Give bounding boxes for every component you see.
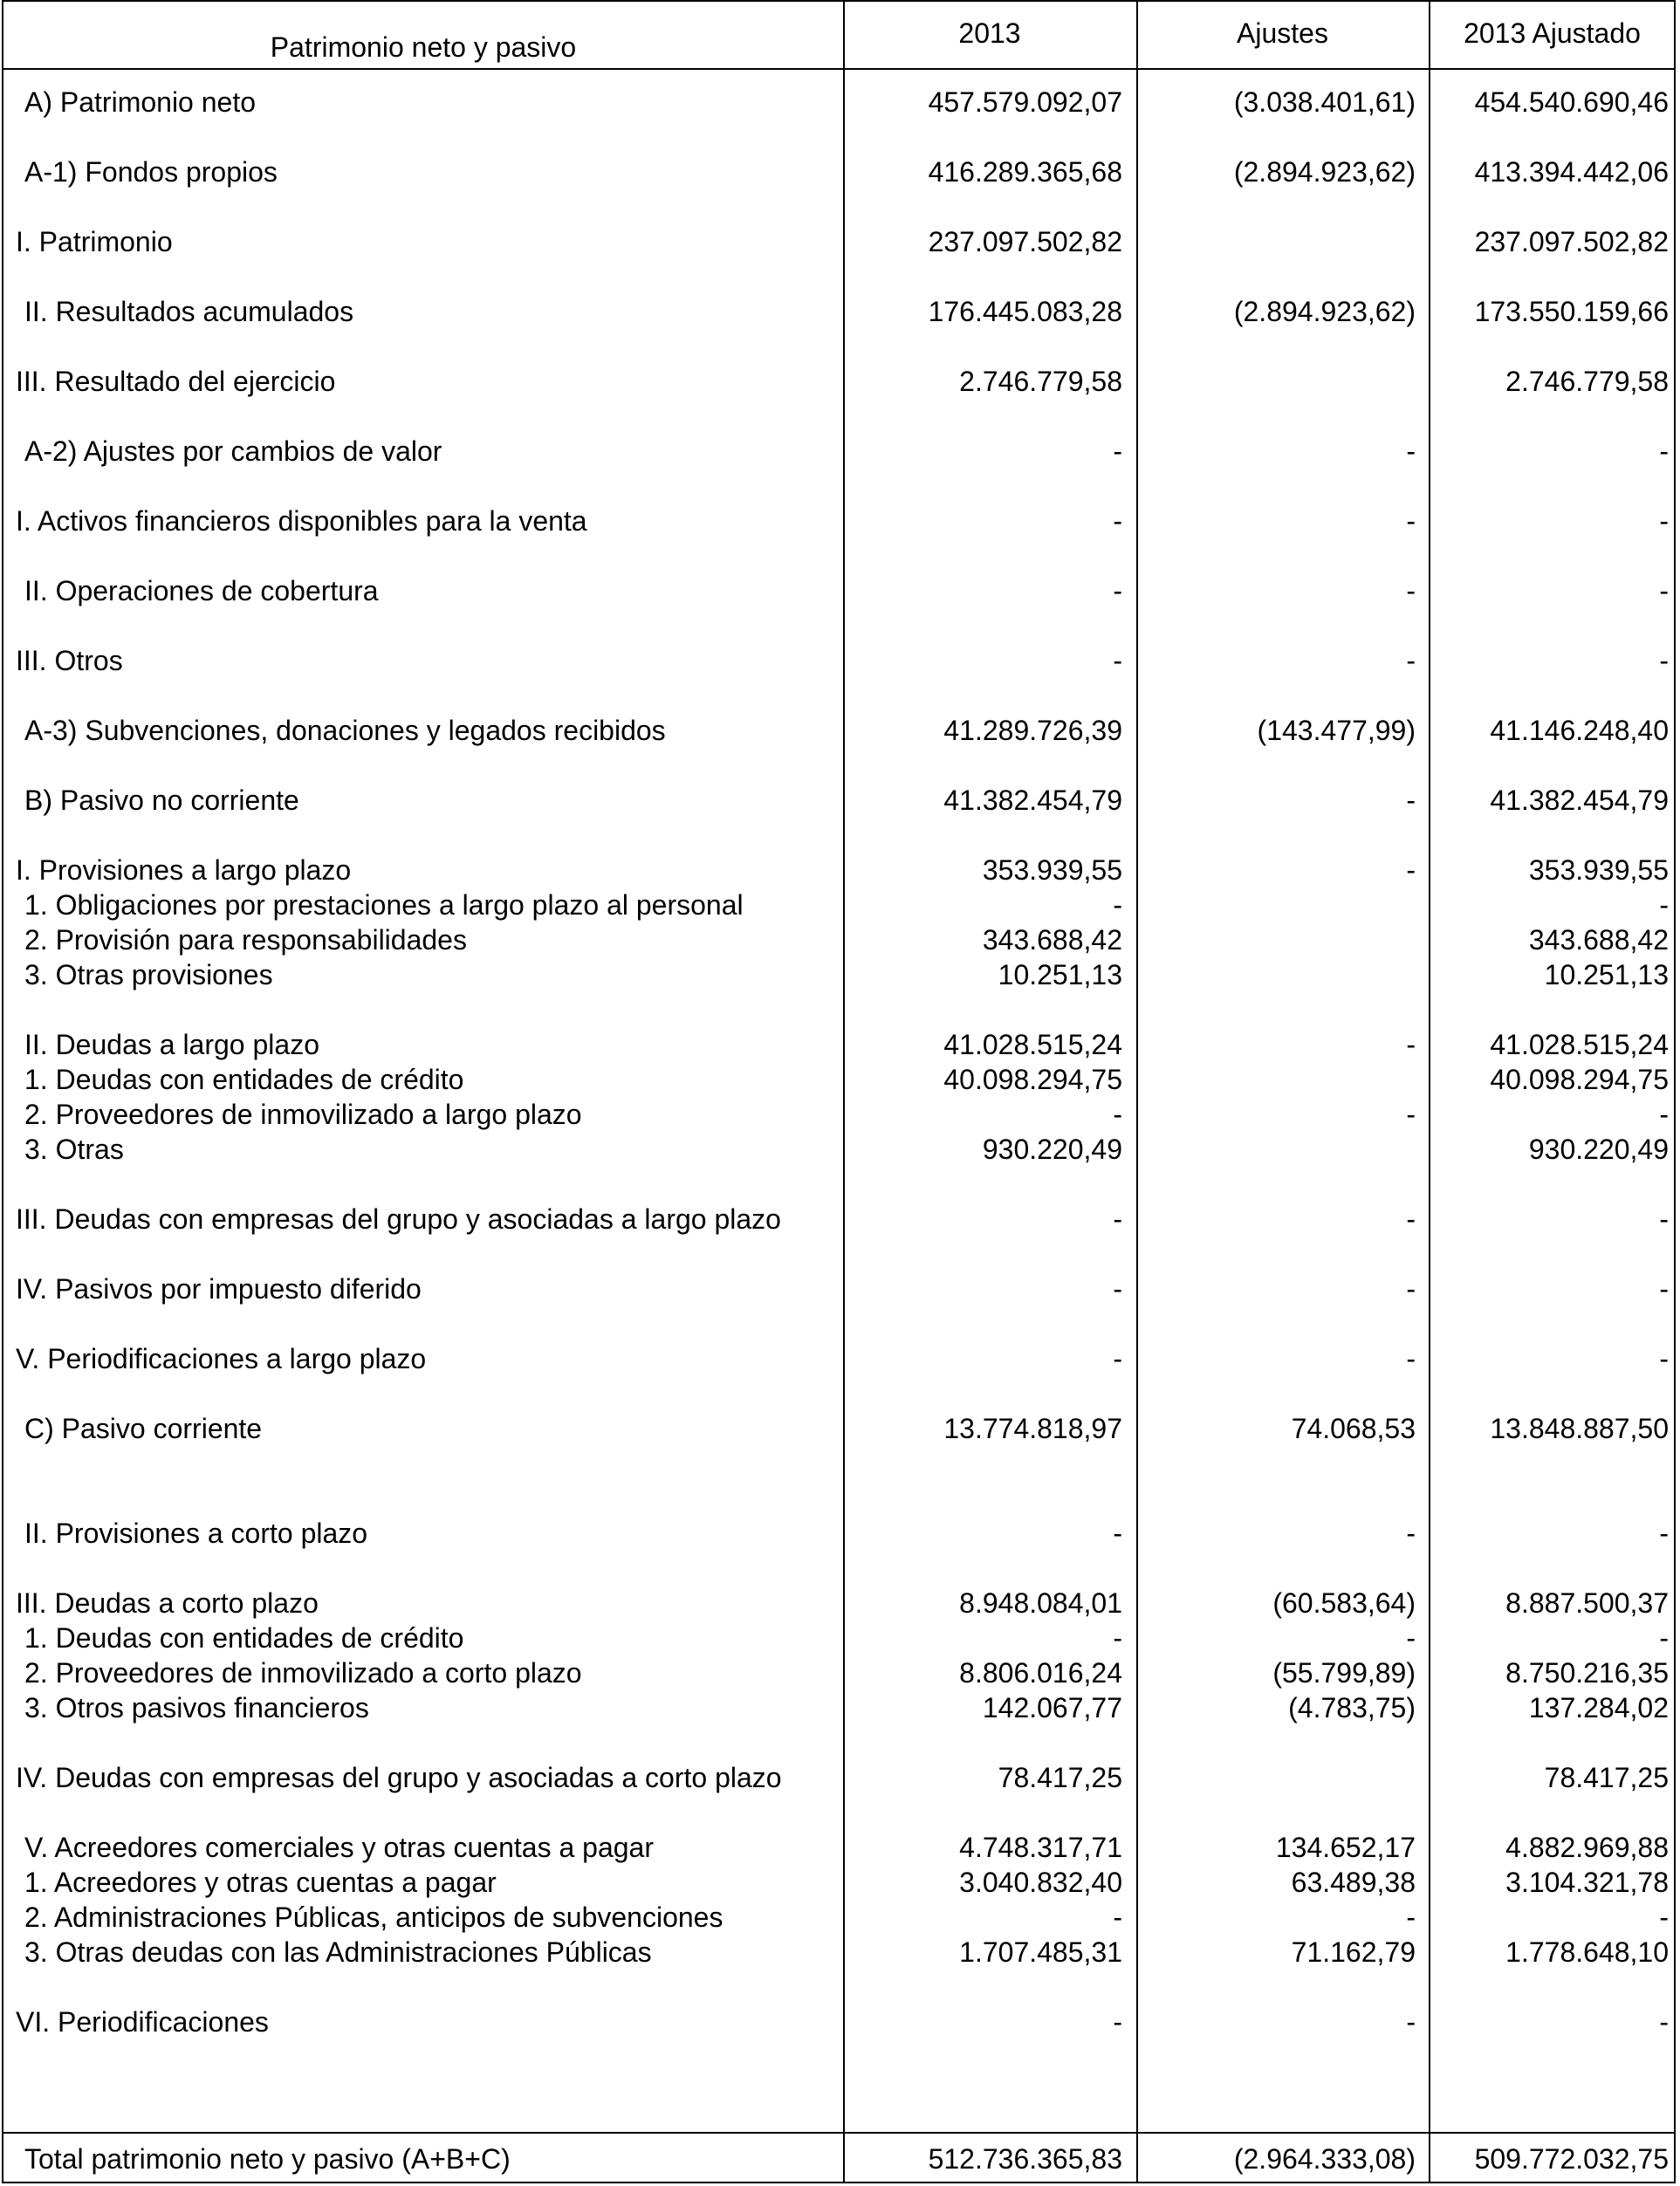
value-2013: - [1113, 2006, 1122, 2038]
value-2013-adjusted: - [1659, 1099, 1669, 1130]
value-2013-adjusted: 413.394.442,06 [1474, 156, 1669, 188]
balance-sheet-table [2, 0, 1676, 2183]
value-2013: 457.579.092,07 [928, 86, 1122, 118]
value-2013: - [1113, 1902, 1122, 1933]
value-2013-adjusted: 353.939,55 [1528, 854, 1669, 886]
row-label: IV. Deudas con empresas del grupo y asociadas a corto plazo [16, 1762, 782, 1793]
header-2013: 2013 [958, 17, 1021, 49]
row-label: II. Deudas a largo plazo [24, 1029, 319, 1060]
value-2013-adjusted: 2.746.779,58 [1505, 366, 1669, 397]
value-2013: 176.445.083,28 [928, 296, 1122, 327]
value-adjustment: (3.038.401,61) [1233, 86, 1416, 118]
row-label: V. Acreedores comerciales y otras cuentas a pagar [24, 1832, 654, 1863]
value-2013: 4.748.317,71 [959, 1832, 1122, 1863]
value-2013-adjusted: - [1659, 575, 1669, 606]
value-2013: 10.251,13 [998, 959, 1122, 990]
value-2013: 930.220,49 [982, 1134, 1122, 1165]
value-adjustment: - [1406, 1902, 1416, 1933]
value-2013: - [1113, 435, 1122, 467]
value-adjustment: (55.799,89) [1272, 1657, 1416, 1689]
row-label: 3. Otras provisiones [24, 959, 273, 990]
value-adjustment: (2.894.923,62) [1233, 156, 1416, 188]
value-adjustment: - [1406, 1029, 1416, 1060]
value-adjustment: 71.162,79 [1291, 1936, 1416, 1968]
row-label: III. Deudas con empresas del grupo y asociadas a largo plazo [16, 1203, 781, 1235]
value-2013: 41.289.726,39 [943, 715, 1122, 746]
value-2013-adjusted: 13.848.887,50 [1490, 1413, 1669, 1444]
header-adjustments: Ajustes [1237, 17, 1328, 49]
row-label: I. Provisiones a largo plazo [16, 854, 352, 886]
value-2013-adjusted: - [1659, 1273, 1669, 1305]
row-label: III. Resultado del ejercicio [16, 366, 336, 397]
value-2013: - [1113, 575, 1122, 606]
value-2013-adjusted: - [1659, 1343, 1669, 1374]
row-label: C) Pasivo corriente [24, 1413, 263, 1444]
value-adjustment: 74.068,53 [1291, 1413, 1416, 1444]
value-2013-adjusted: 1.778.648,10 [1505, 1936, 1669, 1968]
row-label: 2. Proveedores de inmovilizado a largo plazo [24, 1099, 582, 1130]
value-2013-adjusted: 3.104.321,78 [1505, 1867, 1669, 1898]
total-adjustment: (2.964.333,08) [1233, 2143, 1416, 2175]
header-divider [3, 68, 1674, 70]
value-2013: 3.040.832,40 [959, 1867, 1122, 1898]
value-2013-adjusted: - [1659, 505, 1669, 537]
row-label: A-1) Fondos propios [24, 156, 278, 188]
row-label: 2. Proveedores de inmovilizado a corto plazo [24, 1657, 582, 1689]
value-2013: 353.939,55 [982, 854, 1122, 886]
value-2013: 1.707.485,31 [959, 1936, 1122, 1968]
value-2013-adjusted: 40.098.294,75 [1490, 1064, 1669, 1095]
row-label: VI. Periodificaciones [16, 2006, 269, 2038]
row-label: II. Resultados acumulados [24, 296, 354, 327]
row-label: 2. Provisión para responsabilidades [24, 924, 467, 956]
value-2013-adjusted: - [1659, 1203, 1669, 1235]
value-2013-adjusted: 8.750.216,35 [1505, 1657, 1669, 1689]
value-adjustment: (2.894.923,62) [1233, 296, 1416, 327]
value-2013-adjusted: 78.417,25 [1544, 1762, 1669, 1793]
value-2013-adjusted: 343.688,42 [1528, 924, 1669, 956]
row-label: 3. Otras [24, 1134, 124, 1165]
row-label: 1. Obligaciones por prestaciones a largo plazo al personal [24, 889, 744, 921]
row-label: II. Operaciones de cobertura [24, 575, 379, 606]
row-label: 3. Otras deudas con las Administraciones Públicas [24, 1936, 652, 1968]
value-2013: 142.067,77 [982, 1692, 1122, 1723]
row-label: A-3) Subvenciones, donaciones y legados recibidos [24, 715, 666, 746]
header-label: Patrimonio neto y pasivo [270, 31, 577, 63]
value-adjustment: - [1406, 2006, 1416, 2038]
value-2013: 78.417,25 [998, 1762, 1122, 1793]
total-2013: 512.736.365,83 [928, 2143, 1122, 2175]
row-label: IV. Pasivos por impuesto diferido [16, 1273, 422, 1305]
value-adjustment: - [1406, 1622, 1416, 1654]
value-2013-adjusted: - [1659, 2006, 1669, 2038]
value-2013-adjusted: 41.028.515,24 [1490, 1029, 1669, 1060]
value-2013-adjusted: - [1659, 645, 1669, 676]
value-2013: 416.289.365,68 [928, 156, 1122, 188]
value-2013: - [1113, 1622, 1122, 1654]
row-label: I. Activos financieros disponibles para la venta [16, 505, 587, 537]
total-2013-adjusted: 509.772.032,75 [1474, 2143, 1669, 2175]
value-2013: - [1113, 889, 1122, 921]
value-adjustment: (143.477,99) [1257, 715, 1416, 746]
value-adjustment: - [1406, 1099, 1416, 1130]
value-2013-adjusted: - [1659, 1518, 1669, 1549]
value-adjustment: - [1406, 854, 1416, 886]
value-2013-adjusted: 173.550.159,66 [1474, 296, 1669, 327]
value-adjustment: - [1406, 1343, 1416, 1374]
value-2013: - [1113, 645, 1122, 676]
value-2013: - [1113, 1273, 1122, 1305]
value-adjustment: (4.783,75) [1288, 1692, 1416, 1723]
total-divider [3, 2132, 1674, 2134]
row-label: 1. Deudas con entidades de crédito [24, 1622, 464, 1654]
value-2013: 40.098.294,75 [943, 1064, 1122, 1095]
value-2013-adjusted: - [1659, 1622, 1669, 1654]
value-2013-adjusted: 237.097.502,82 [1474, 226, 1669, 257]
value-2013: 237.097.502,82 [928, 226, 1122, 257]
value-2013: 8.806.016,24 [959, 1657, 1122, 1689]
value-2013-adjusted: - [1659, 1902, 1669, 1933]
value-2013: - [1113, 1518, 1122, 1549]
row-label: 2. Administraciones Públicas, anticipos de subvenciones [24, 1902, 723, 1933]
value-2013: 2.746.779,58 [959, 366, 1122, 397]
row-label: 1. Deudas con entidades de crédito [24, 1064, 464, 1095]
value-2013: 13.774.818,97 [943, 1413, 1122, 1444]
header-2013-adjusted: 2013 Ajustado [1464, 17, 1641, 49]
row-label: 3. Otros pasivos financieros [24, 1692, 369, 1723]
row-label: II. Provisiones a corto plazo [24, 1518, 368, 1549]
value-adjustment: - [1406, 785, 1416, 816]
value-2013-adjusted: 4.882.969,88 [1505, 1832, 1669, 1863]
value-2013-adjusted: 41.382.454,79 [1490, 785, 1669, 816]
total-label: Total patrimonio neto y pasivo (A+B+C) [24, 2143, 511, 2175]
value-2013: 41.028.515,24 [943, 1029, 1122, 1060]
value-2013-adjusted: - [1659, 889, 1669, 921]
value-2013: - [1113, 1343, 1122, 1374]
value-adjustment: - [1406, 1203, 1416, 1235]
row-label: A-2) Ajustes por cambios de valor [24, 435, 442, 467]
value-2013-adjusted: 930.220,49 [1528, 1134, 1669, 1165]
value-adjustment: - [1406, 1273, 1416, 1305]
value-2013: - [1113, 505, 1122, 537]
value-adjustment: - [1406, 1518, 1416, 1549]
row-label: B) Pasivo no corriente [24, 785, 299, 816]
value-2013-adjusted: 137.284,02 [1528, 1692, 1669, 1723]
value-adjustment: - [1406, 435, 1416, 467]
value-2013-adjusted: 10.251,13 [1544, 959, 1669, 990]
value-2013: - [1113, 1099, 1122, 1130]
value-adjustment: 63.489,38 [1291, 1867, 1416, 1898]
row-label: III. Deudas a corto plazo [16, 1587, 319, 1619]
row-label: 1. Acreedores y otras cuentas a pagar [24, 1867, 497, 1898]
value-2013-adjusted: - [1659, 435, 1669, 467]
value-2013-adjusted: 454.540.690,46 [1474, 86, 1669, 118]
value-adjustment: (60.583,64) [1272, 1587, 1416, 1619]
row-label: V. Periodificaciones a largo plazo [16, 1343, 427, 1374]
value-2013: 343.688,42 [982, 924, 1122, 956]
row-label: A) Patrimonio neto [24, 86, 257, 118]
value-2013-adjusted: 8.887.500,37 [1505, 1587, 1669, 1619]
value-2013: 41.382.454,79 [943, 785, 1122, 816]
value-adjustment: - [1406, 575, 1416, 606]
value-2013: - [1113, 1203, 1122, 1235]
row-label: III. Otros [16, 645, 123, 676]
row-label: I. Patrimonio [16, 226, 173, 257]
value-2013-adjusted: 41.146.248,40 [1490, 715, 1669, 746]
value-adjustment: 134.652,17 [1275, 1832, 1416, 1863]
value-adjustment: - [1406, 645, 1416, 676]
value-2013: 8.948.084,01 [959, 1587, 1122, 1619]
value-adjustment: - [1406, 505, 1416, 537]
